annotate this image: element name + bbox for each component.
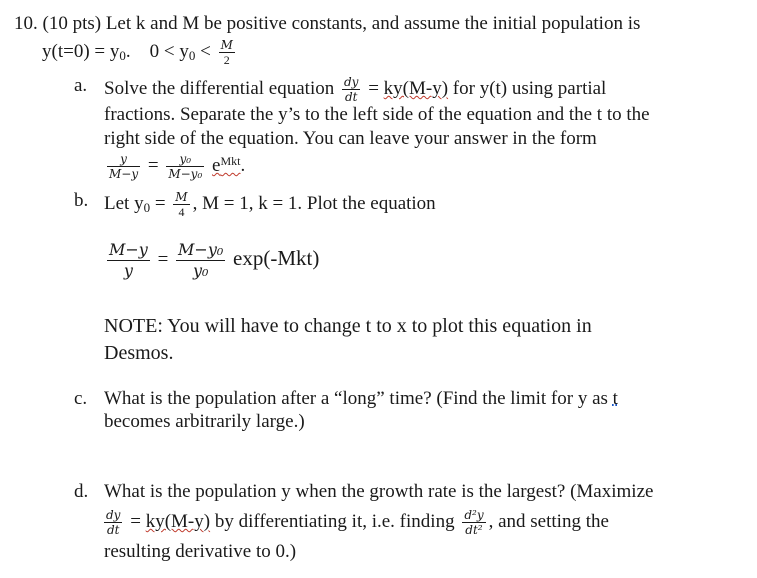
part-b-eq2-rhs-den: y₀ bbox=[192, 261, 209, 280]
part-d-mid-text: by differentiating it, i.e. finding bbox=[214, 510, 455, 532]
part-a-dydt-fraction bbox=[342, 75, 360, 104]
part-b-eq: = bbox=[154, 192, 166, 214]
part-a-line1-post: for y(t) using partial bbox=[452, 77, 607, 99]
part-b-eq2-lhs-num: M−y bbox=[109, 240, 148, 259]
part-a-form-lhs-den: M−y bbox=[109, 167, 139, 182]
part-a-form-rhs-num: y₀ bbox=[166, 152, 204, 167]
initial-ineq: 0 < y bbox=[149, 40, 189, 62]
part-b-note-line1: NOTE: You will have to change t to x to plot this equation in bbox=[104, 315, 592, 337]
part-a-frac-num: dy bbox=[343, 75, 359, 89]
part-d-second-derivative bbox=[462, 508, 485, 537]
part-a-form-rhs bbox=[166, 152, 204, 181]
part-d-eq: = bbox=[130, 510, 141, 532]
initial-fraction bbox=[219, 38, 235, 67]
initial-lhs: y(t=0) = y bbox=[42, 40, 120, 62]
part-a-form-lhs-num: y bbox=[107, 152, 140, 167]
part-a-line1-pre: Solve the differential equation bbox=[104, 77, 335, 99]
part-a-line3: right side of the equation. You can leave your answer in the form bbox=[104, 128, 597, 149]
part-a-marker: a. bbox=[74, 75, 88, 96]
part-b-equation bbox=[104, 240, 319, 281]
initial-lt: < bbox=[200, 40, 211, 62]
part-a-form-lhs bbox=[107, 152, 140, 181]
part-a-form-rhs-den: M−y₀ bbox=[168, 167, 203, 182]
part-b-fraction bbox=[173, 190, 189, 219]
part-a-eq: = bbox=[368, 77, 379, 99]
initial-ineq-sub: 0 bbox=[188, 47, 196, 63]
initial-lhs-sub: 0 bbox=[119, 47, 126, 63]
part-a-form-exp bbox=[212, 155, 240, 176]
part-a-form-equation bbox=[104, 150, 245, 181]
part-c-line1-t: t bbox=[612, 388, 618, 409]
initial-frac-den: 2 bbox=[223, 53, 230, 67]
part-b-pre-sub: 0 bbox=[143, 199, 151, 215]
part-c-line1-pre: What is the population after a “long” time? (Find the limit for y as bbox=[104, 388, 608, 409]
part-a-form-eq: = bbox=[147, 155, 159, 176]
part-b-eq2-lhs-den: y bbox=[123, 261, 133, 280]
part-c-marker: c. bbox=[74, 388, 88, 409]
part-c-line1 bbox=[104, 388, 618, 410]
part-b-frac-den: 4 bbox=[178, 205, 185, 219]
problem-header bbox=[14, 13, 640, 35]
part-d-line3: resulting derivative to 0.) bbox=[104, 541, 297, 562]
part-b-eq2-rhs bbox=[176, 240, 225, 281]
part-b-note-line2: Desmos. bbox=[104, 342, 174, 364]
part-d-kyM: ky(M-y) bbox=[145, 510, 211, 532]
part-b-eq2-eq: = bbox=[157, 248, 169, 270]
part-a-kyM: ky(M-y) bbox=[383, 77, 449, 99]
part-d-line2 bbox=[104, 508, 609, 537]
part-b-pre: Let y bbox=[104, 192, 144, 214]
part-d-frac-num: dy bbox=[106, 508, 121, 522]
problem-header-text: 10. (10 pts) Let k and M be positive constants, and assume the initial population is bbox=[14, 13, 641, 34]
part-d-marker: d. bbox=[74, 481, 89, 502]
part-b-eq2-lhs bbox=[107, 240, 150, 281]
part-a-form-exp-sup: Mkt bbox=[220, 154, 241, 168]
part-a-form-e: e bbox=[212, 155, 221, 176]
part-a-line1 bbox=[104, 75, 606, 104]
part-a-frac-den: dt bbox=[344, 90, 358, 104]
part-b-post: , M = 1, k = 1. Plot the equation bbox=[192, 192, 436, 214]
part-c-line2: becomes arbitrarily large.) bbox=[104, 411, 305, 432]
part-b-eq2-rhs-num: M−y₀ bbox=[178, 240, 224, 259]
part-d-mid-end: , and setting the bbox=[488, 510, 609, 532]
part-d-frac2-den: dt² bbox=[465, 523, 483, 537]
part-a-line2: fractions. Separate the y’s to the left side of the equation and the t to the bbox=[104, 104, 650, 125]
part-d-line1: What is the population y when the growth rate is the largest? (Maximize bbox=[104, 481, 654, 502]
part-b-eq2-exp: exp(-Mkt) bbox=[233, 245, 320, 270]
part-a-form-end: . bbox=[240, 155, 246, 176]
part-b-line1 bbox=[104, 190, 436, 219]
part-b-frac-num: M bbox=[175, 190, 188, 204]
part-b-marker: b. bbox=[74, 190, 89, 211]
part-d-frac2-num: d²y bbox=[464, 508, 484, 522]
part-d-frac-den: dt bbox=[106, 523, 120, 537]
initial-frac-num: M bbox=[220, 38, 233, 52]
part-d-dydt-fraction bbox=[104, 508, 122, 537]
initial-condition: $y(t=0) = y_0$. $0 < y_0$ < $\frac{M}{2}$ bbox=[42, 38, 233, 67]
